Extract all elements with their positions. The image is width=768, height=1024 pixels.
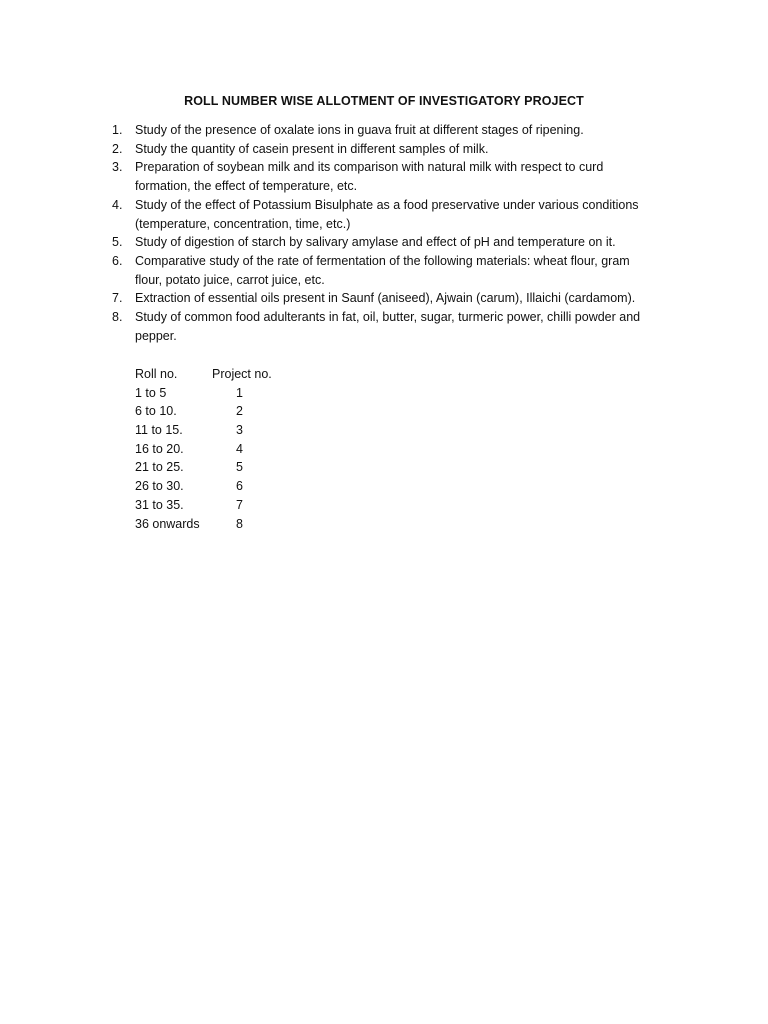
item-line: Study of digestion of starch by salivary amylase and effect of pH and temperature on it. — [135, 235, 616, 250]
item-number: 1. — [112, 123, 123, 137]
list-item — [107, 140, 667, 159]
table-row — [135, 402, 282, 421]
roll-header: Roll no. — [135, 367, 178, 381]
allotment-table — [135, 365, 282, 533]
project-number: 8 — [236, 516, 243, 531]
item-number: 4. — [112, 197, 123, 212]
item-line: Comparative study of the rate of fermentation of the following materials: wheat flour, gram — [135, 253, 630, 268]
list-item — [107, 196, 667, 233]
project-header: Project no. — [212, 367, 272, 381]
item-line: pepper. — [135, 328, 177, 343]
project-number: 1 — [236, 385, 243, 400]
roll-range: 11 to 15. — [135, 423, 183, 438]
project-number: 2 — [236, 404, 243, 419]
item-line: (temperature, concentration, time, etc.) — [135, 216, 351, 231]
table-row — [135, 477, 282, 496]
table-row — [135, 440, 282, 459]
project-number: 7 — [236, 497, 243, 512]
item-line: Study of common food adulterants in fat, oil, butter, sugar, turmeric power, chilli powder and — [135, 310, 641, 325]
allotment-header-row — [135, 365, 282, 384]
roll-range: 21 to 25. — [135, 460, 184, 475]
item-line: Study of the effect of Potassium Bisulphate as a food preservative under various conditions — [135, 197, 639, 212]
table-row — [135, 384, 282, 403]
item-number: 7. — [112, 291, 123, 306]
item-number: 3. — [112, 160, 123, 175]
item-line: Study the quantity of casein present in different samples of milk. — [135, 141, 489, 156]
table-row — [135, 496, 282, 515]
list-item — [107, 233, 667, 252]
roll-range: 16 to 20. — [135, 441, 184, 456]
table-row — [135, 421, 282, 440]
item-line: Preparation of soybean milk and its comparison with natural milk with respect to curd — [135, 160, 604, 175]
project-number: 5 — [236, 460, 243, 475]
list-item — [107, 121, 667, 140]
table-row — [135, 458, 282, 477]
item-number: 2. — [112, 141, 123, 156]
project-number: 4 — [236, 441, 243, 456]
project-list — [107, 121, 667, 345]
list-item — [107, 289, 667, 308]
table-row — [135, 515, 282, 534]
roll-range: 36 onwards — [135, 516, 200, 531]
item-line: Study of the presence of oxalate ions in guava fruit at different stages of ripening. — [135, 123, 584, 137]
item-number: 5. — [112, 235, 123, 250]
roll-range: 31 to 35. — [135, 497, 184, 512]
roll-range: 1 to 5 — [135, 385, 167, 400]
roll-range: 6 to 10. — [135, 404, 177, 419]
project-number: 3 — [236, 423, 243, 438]
item-number: 6. — [112, 253, 123, 268]
roll-range: 26 to 30. — [135, 479, 184, 494]
document-title: ROLL NUMBER WISE ALLOTMENT OF INVESTIGATORY PROJECT — [184, 94, 584, 108]
item-line: flour, potato juice, carrot juice, etc. — [135, 272, 325, 287]
project-number: 6 — [236, 479, 243, 494]
item-number: 8. — [112, 310, 123, 325]
list-item — [107, 158, 667, 195]
list-item — [107, 308, 667, 345]
list-item — [107, 252, 667, 289]
item-line: formation, the effect of temperature, etc. — [135, 179, 358, 194]
item-line: Extraction of essential oils present in Saunf (aniseed), Ajwain (carum), Illaichi (cardamom). — [135, 291, 636, 306]
